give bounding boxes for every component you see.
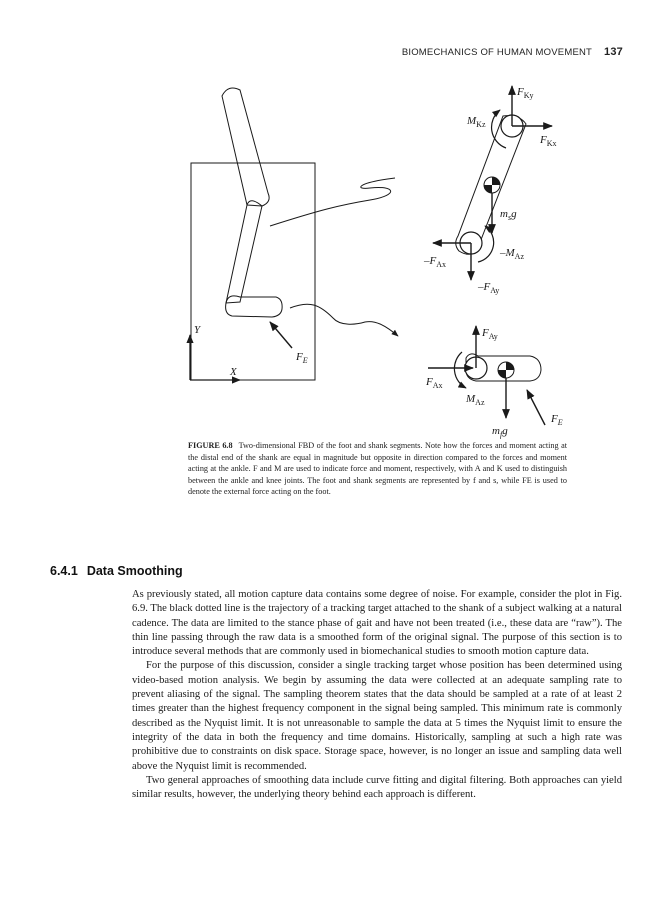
label-axis-y: Y xyxy=(194,324,201,336)
foot-outline xyxy=(226,296,283,317)
reference-frame-box xyxy=(191,163,315,380)
section-heading xyxy=(50,564,183,578)
shank-outline xyxy=(226,201,262,303)
connector-curve-foot xyxy=(290,304,398,336)
label-fkx: $F_{Kx}$ xyxy=(540,134,557,148)
label-fe: $F_E$ xyxy=(551,413,563,427)
figure-caption-label: FIGURE 6.8 xyxy=(188,441,233,450)
label-neg-fax: $-F_{Ax}$ xyxy=(424,255,447,269)
label-fax: $F_{Ax}$ xyxy=(426,376,443,390)
running-head-title: BIOMECHANICS OF HUMAN MOVEMENT xyxy=(401,47,593,58)
label-mkz: $M_{Kz}$ xyxy=(467,115,486,129)
fe-arrow-left xyxy=(270,322,292,348)
thigh-outline xyxy=(222,88,269,206)
foot-fbd xyxy=(428,326,545,425)
label-msg: $m_sg$ xyxy=(500,208,517,222)
label-fay: $F_{Ay}$ xyxy=(482,327,498,341)
label-maz: $M_{Az}$ xyxy=(466,393,485,407)
paragraph-3: Two general approaches of smoothing data include curve fitting and digital filtering. Both approaches can yield similar results, however, the underlying theory behind each approach is different. xyxy=(132,774,622,801)
maz-moment-arrow xyxy=(454,352,466,388)
shank-fbd xyxy=(433,86,552,280)
paragraph-2: For the purpose of this discussion, consider a single tracking target whose position has been determined using video-based motion analysis. We begin by assuming the data were collected at an adequate sampling rate to prevent aliasing of the signal. The sampling theorem states that the data should be sampled at a rate of at least 2 times greater than the highest frequency component in the signal being sampled. This minimum rate is commonly described as the Nyquist limit. It is not unreasonable to sample the data at 5 times the Nyquist limit to ensure the integrity of the data in both the frequency and time domains. Historically, sampling at such a high rate was prohibitive due to constraints on disk space. Storage space, however, is no longer an issue and sampling data well above the Nyquist limit is recommended. xyxy=(132,660,622,772)
label-fky: $F_{Ky}$ xyxy=(517,86,534,100)
section-number: 6.4.1 xyxy=(50,564,78,578)
figure-fbd xyxy=(0,0,669,440)
figure-caption xyxy=(188,440,567,498)
body-text xyxy=(132,588,622,802)
paragraph-1: As previously stated, all motion capture data contains some degree of noise. For example, consider the plot in Fig. 6.9. The black dotted line is the trajectory of a tracking target attached to the shank of a subject walking at a natural cadence. The data are limited to the stance phase of gait and have not been treated (i.e., these data are “raw”). The thin line passing through the raw data is a smoothed form of the original signal. The purpose of this section is to introduce several methods that are commonly used in biomechanical studies to smooth motion capture data. xyxy=(132,589,622,658)
fe-arrow xyxy=(527,390,545,425)
foot-com-marker xyxy=(498,362,514,378)
label-axis-x: X xyxy=(230,366,237,378)
section-title: Data Smoothing xyxy=(86,564,183,578)
leg-diagram xyxy=(191,88,315,380)
label-neg-maz: $-M_{Az}$ xyxy=(500,247,524,261)
connector-curve-shank xyxy=(270,178,395,226)
label-neg-fay: $-F_{Ay}$ xyxy=(478,281,500,295)
shank-com-marker xyxy=(484,177,500,193)
label-mfg: $m_fg$ xyxy=(492,425,508,439)
figure-caption-text: Two-dimensional FBD of the foot and shank segments. Note how the forces and moment acting at the distal end of the shank are equal in magnitude but opposite in direction compared to the forces and moment acting at the ankle. F and M are used to indicate force and moment, respectively, with A and K used to distinguish between the ankle and knee joints. The foot and shank segments are represented by f and s, while FE is used to denote the external force acting on the foot. xyxy=(188,441,567,497)
page-number: 137 xyxy=(604,46,623,58)
label-fe-left: $F_E$ xyxy=(296,351,308,365)
